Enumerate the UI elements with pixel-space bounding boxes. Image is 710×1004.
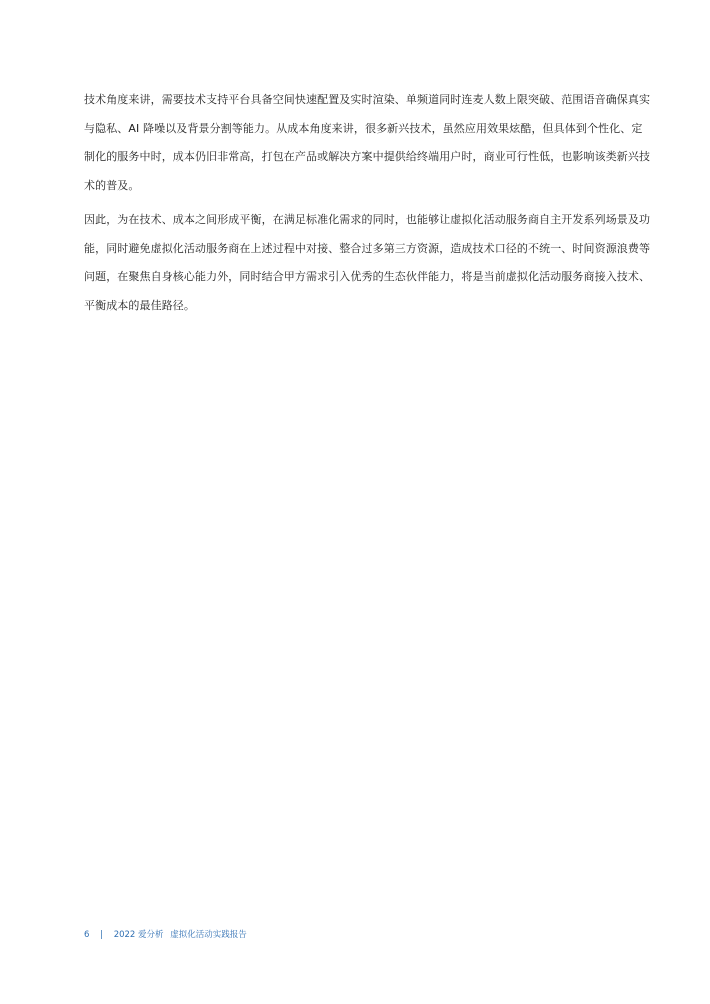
- paragraph-best-path: [84, 206, 651, 320]
- text-line: 问题，在聚焦自身核心能力外，同时结合甲方需求引入优秀的生态伙伴能力，将是当前虚拟化活动服务商接入技术、: [84, 270, 651, 283]
- text-line: 与隐私、AI 降噪以及背景分割等能力。从成本角度来讲，很多新兴技术，虽然应用效果炫酷，但具体到个性化、定: [84, 121, 643, 135]
- text-line: 术的普及。: [84, 178, 140, 192]
- footer-year-brand: 2022 爱分析: [113, 930, 164, 940]
- footer-separator: |: [100, 930, 103, 940]
- footer-report-title: 虚拟化活动实践报告: [170, 930, 247, 940]
- body-text: [84, 86, 651, 320]
- text-line: 因此，为在技术、成本之间形成平衡，在满足标准化需求的同时，也能够让虚拟化活动服务商自主开发系列场景及功: [84, 213, 651, 226]
- text-line: 技术角度来讲，需要技术支持平台具备空间快速配置及实时渲染、单频道同时连麦人数上限突破、范围语音确保真实: [84, 93, 651, 106]
- text-line: 平衡成本的最佳路径。: [84, 298, 195, 312]
- paragraph-technology-cost: [84, 86, 651, 200]
- page-footer: [84, 928, 247, 940]
- page-number: 6: [84, 930, 90, 940]
- text-line: 制化的服务中时，成本仍旧非常高，打包在产品或解决方案中提供给终端用户时，商业可行性低，也影响该类新兴技: [84, 150, 651, 163]
- text-line: 能，同时避免虚拟化活动服务商在上述过程中对接、整合过多第三方资源，造成技术口径的不统一、时间资源浪费等: [84, 241, 651, 255]
